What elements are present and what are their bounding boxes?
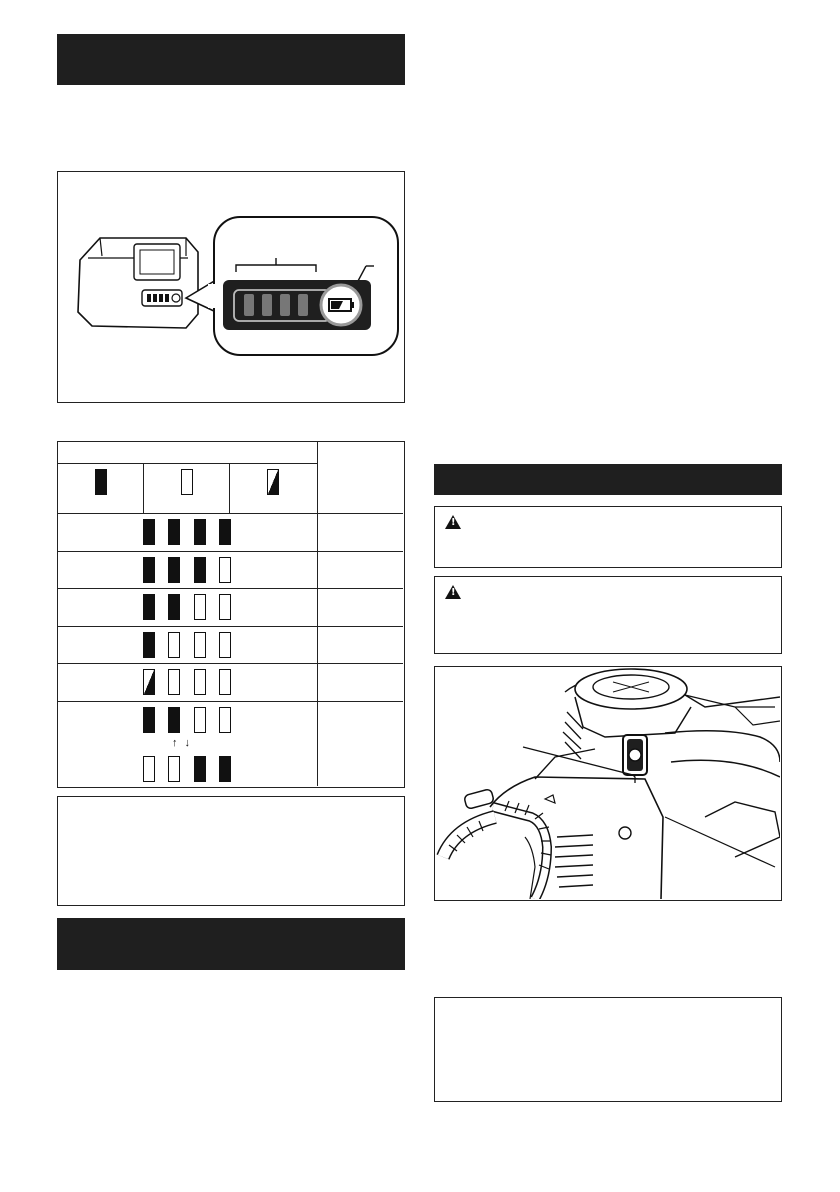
indicator-lamp [219,669,231,695]
charger-figure [57,171,405,403]
legend-off-symbol [181,469,193,495]
charger-slot [134,244,180,280]
indicator-lamp [143,594,155,620]
indicator-lamp [194,707,206,733]
indicator-lamp [194,594,206,620]
indicator-lamp [168,519,180,545]
warning-icon [445,585,461,599]
indicator-lamp-alternate [168,756,180,782]
tool-illustration [435,667,780,899]
warning-box-2 [434,576,782,654]
indicator-lamp [143,669,155,695]
section-header-bar-2 [57,918,405,970]
indicator-lamp [168,594,180,620]
warning-icon [445,515,461,529]
indicator-lamp [194,557,206,583]
legend-on-symbol [95,469,107,495]
indicator-lamp [194,632,206,658]
note-box-left [57,796,405,906]
legend-blinking-symbol [267,469,279,495]
indicator-lamp [143,519,155,545]
indicator-lamp-alternate [194,756,206,782]
section-header-bar-3 [434,464,782,495]
indicator-lamp [219,632,231,658]
alternate-arrows: ↑ ↓ [172,737,193,749]
charger-illustration [58,172,403,401]
power-button [629,749,641,761]
indicator-lamp [143,707,155,733]
indicator-table [57,441,405,788]
indicator-lamp [168,557,180,583]
indicator-lamp [168,632,180,658]
indicator-lamp [168,669,180,695]
indicator-lamp [219,519,231,545]
indicator-lamp [219,594,231,620]
button-leader-line [523,747,633,775]
section-header-bar-1 [57,34,405,85]
indicator-lamp-alternate [219,756,231,782]
warning-box-1 [434,506,782,568]
indicator-lamp [194,669,206,695]
indicator-lamp [168,707,180,733]
indicator-lamp [143,557,155,583]
indicator-lamp [143,632,155,658]
indicator-lamp-alternate [143,756,155,782]
indicator-lamp [194,519,206,545]
note-box-right [434,997,782,1102]
tool-figure [434,666,782,901]
indicator-lamp [219,707,231,733]
indicator-lamp [219,557,231,583]
